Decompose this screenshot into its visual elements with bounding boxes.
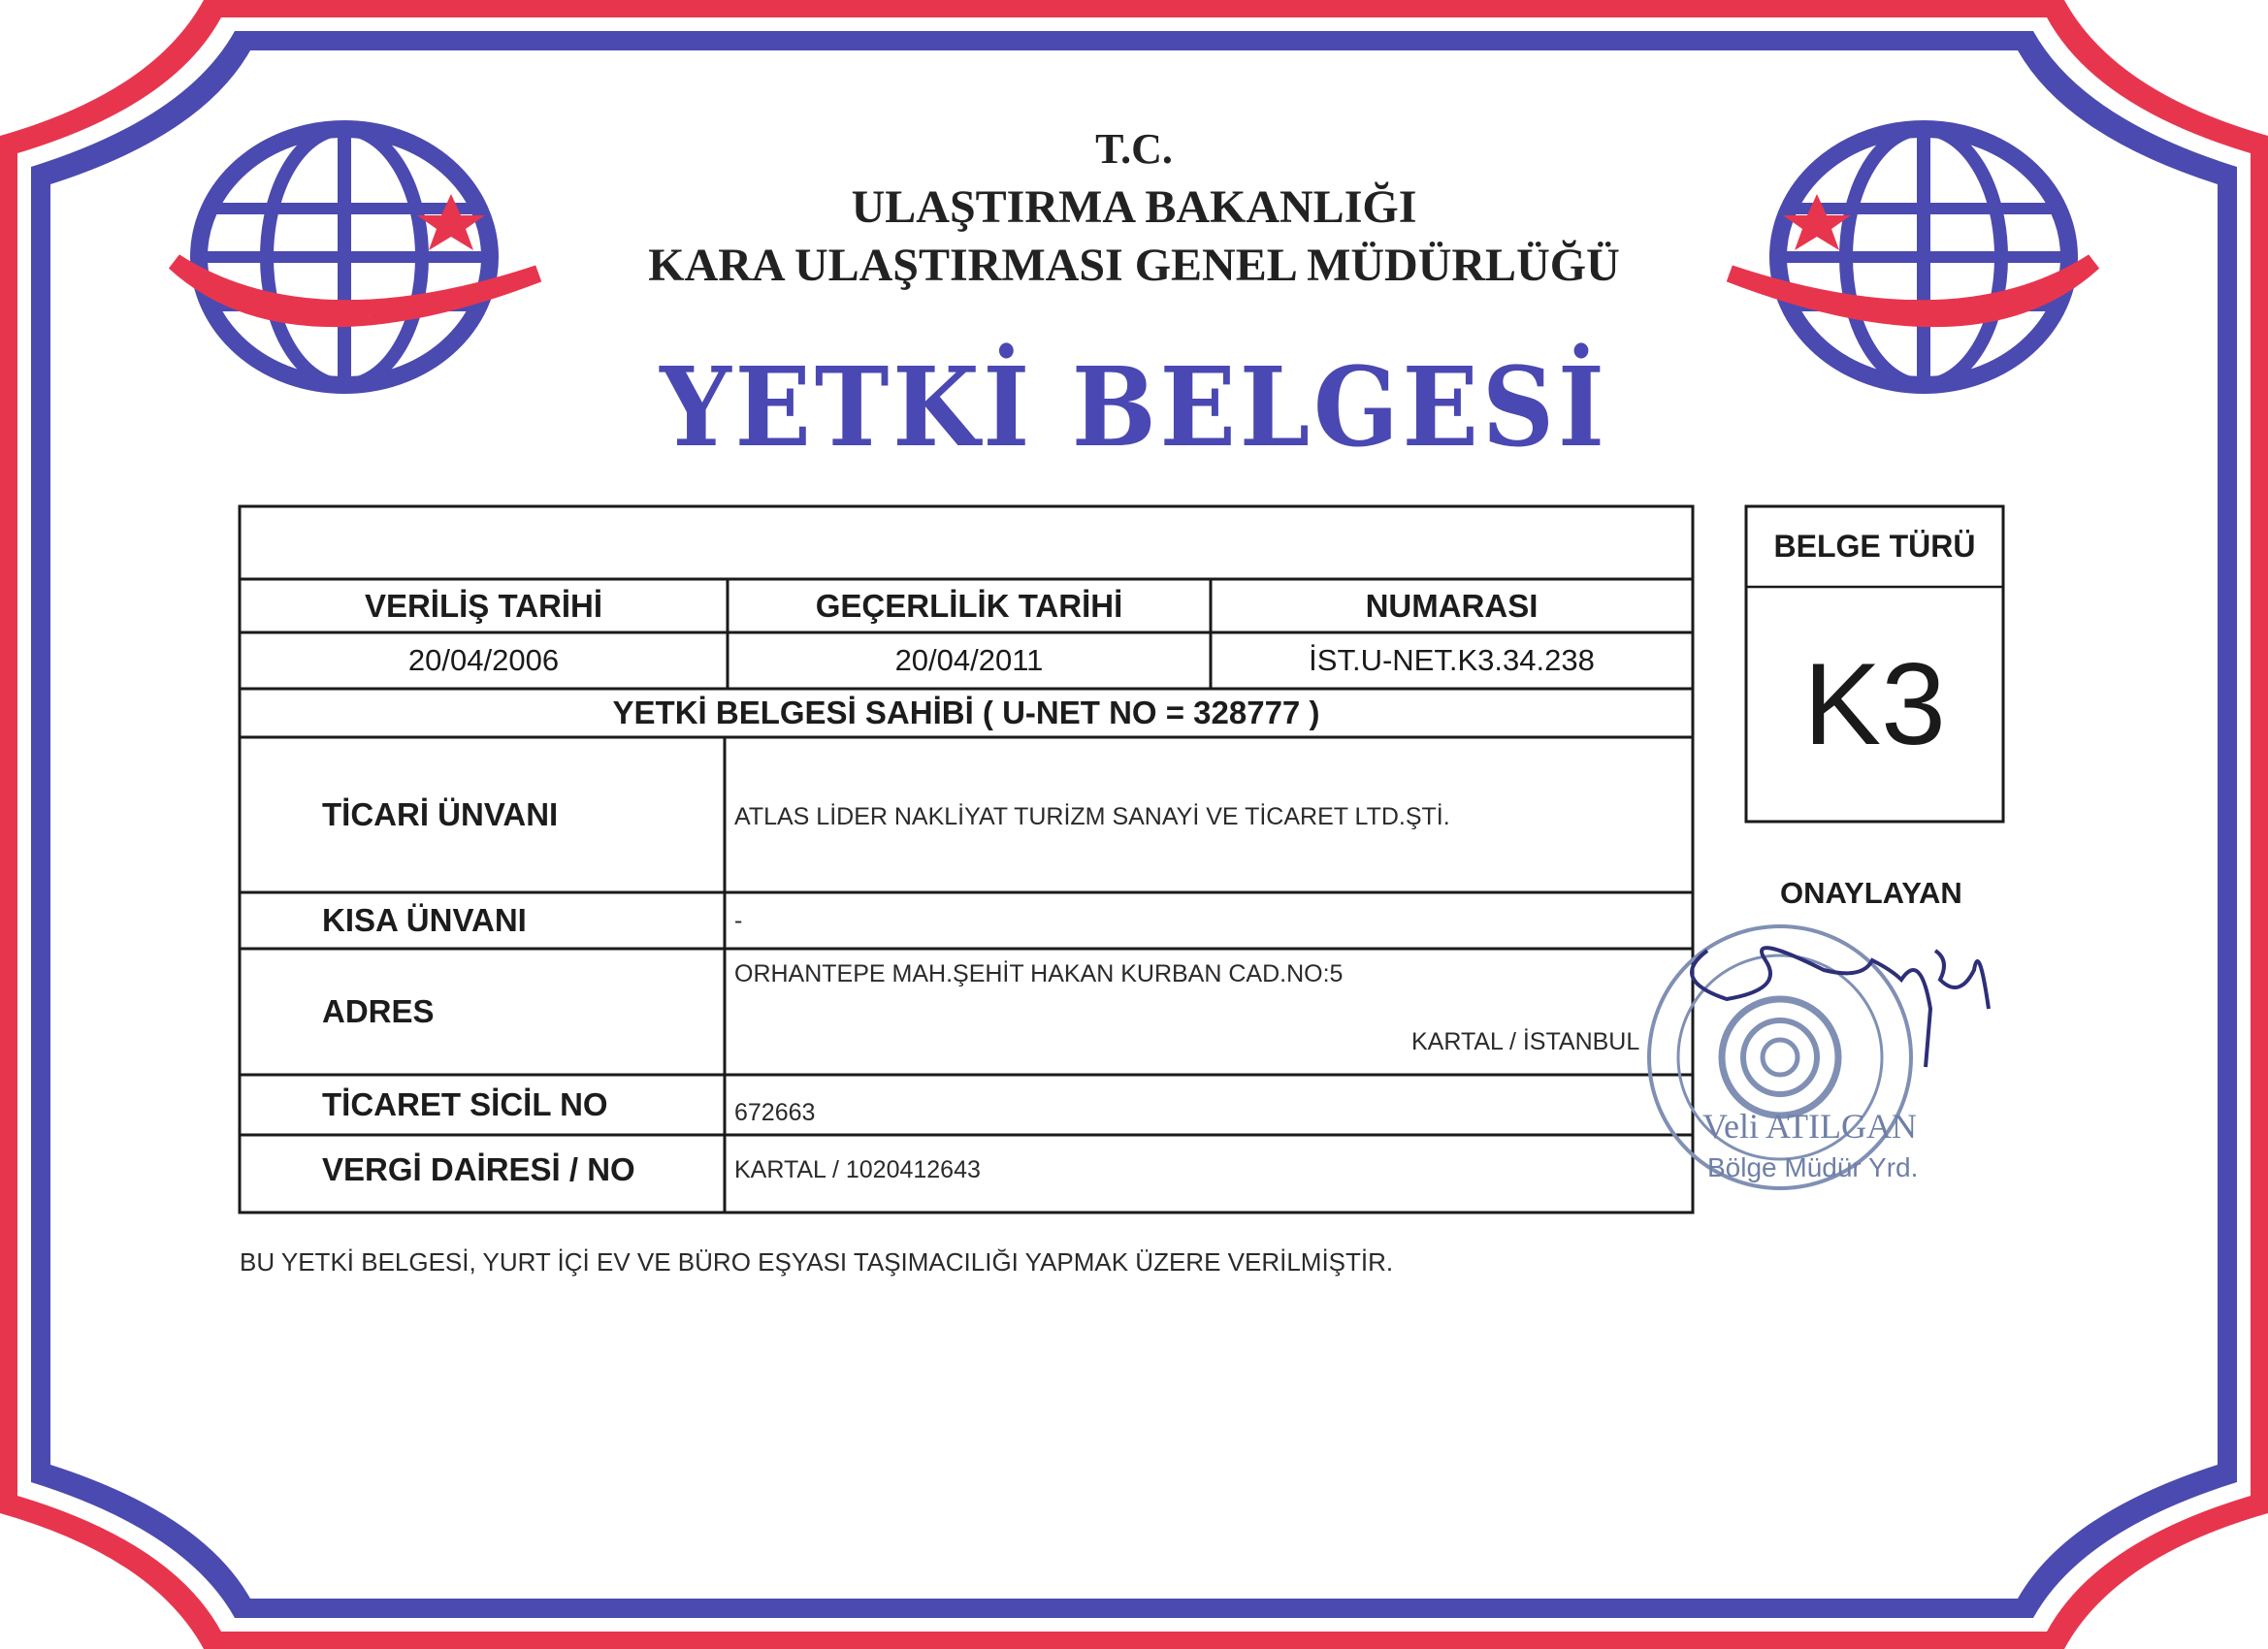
address-line-2: KARTAL / İSTANBUL <box>1411 1028 1640 1055</box>
trade-registry-label: TİCARET SİCİL NO <box>322 1086 608 1122</box>
col-header-number: NUMARASI <box>1365 587 1539 624</box>
trade-name-label: TİCARİ ÜNVANI <box>322 796 559 832</box>
owner-heading: YETKİ BELGESİ SAHİBİ ( U-NET NO = 328777 ) <box>612 695 1320 730</box>
trade-registry-value: 672663 <box>734 1098 816 1126</box>
address-label: ADRES <box>322 993 435 1029</box>
short-name-value: - <box>734 906 743 934</box>
belge-turu-value: K3 <box>1803 639 1946 769</box>
document-title: YETKİ BELGESİ <box>660 344 1608 471</box>
validity-date-value: 20/04/2011 <box>894 643 1044 677</box>
approver-name: Veli ATILGAN <box>1702 1107 1917 1146</box>
col-header-issue-date: VERİLİŞ TARİHİ <box>364 587 603 624</box>
issue-date-value: 20/04/2006 <box>407 643 560 677</box>
footer-note: BU YETKİ BELGESİ, YURT İÇİ EV VE BÜRO EŞYASI TAŞIMACILIĞI YAPMAK ÜZERE VERİLMİŞTİR. <box>240 1247 1394 1277</box>
approver-title: Bölge Müdür Yrd. <box>1707 1152 1919 1182</box>
belge-turu-label: BELGE TÜRÜ <box>1773 529 1976 564</box>
col-header-validity-date: GEÇERLİLİK TARİHİ <box>815 587 1123 624</box>
document-number-value: İST.U-NET.K3.34.238 <box>1309 643 1595 677</box>
short-name-label: KISA ÜNVANI <box>322 902 527 938</box>
header-directorate: KARA ULAŞTIRMASI GENEL MÜDÜRLÜĞÜ <box>648 240 1620 291</box>
header-tc: T.C. <box>1095 125 1173 173</box>
address-line-1: ORHANTEPE MAH.ŞEHİT HAKAN KURBAN CAD.NO:5 <box>734 960 1344 987</box>
tax-office-value: KARTAL / 1020412643 <box>734 1155 981 1183</box>
tax-office-label: VERGİ DAİRESİ / NO <box>322 1151 635 1187</box>
approval-label: ONAYLAYAN <box>1780 876 1962 910</box>
header-ministry: ULAŞTIRMA BAKANLIĞI <box>851 181 1417 233</box>
trade-name-value: ATLAS LİDER NAKLİYAT TURİZM SANAYİ VE TİCARET LTD.ŞTİ. <box>734 803 1450 830</box>
